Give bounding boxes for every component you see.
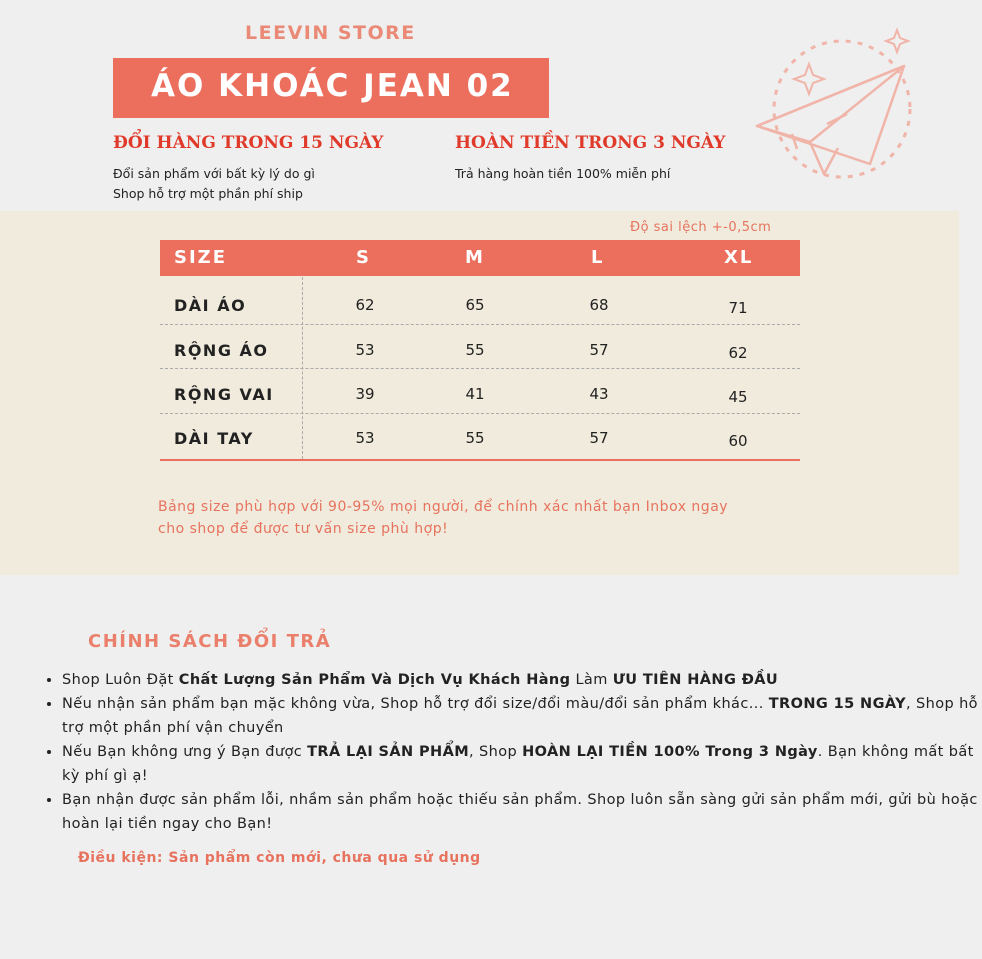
row-divider [160, 324, 800, 325]
table-cell: 62 [355, 296, 375, 314]
row-label: DÀI TAY [174, 429, 254, 448]
product-title-banner [113, 58, 549, 118]
product-title: ÁO KHOÁC JEAN 02 [151, 68, 514, 104]
table-cell: 45 [728, 388, 748, 406]
sparkle-icon [794, 64, 824, 94]
row-divider [160, 413, 800, 414]
refund-heading: HOÀN TIỀN TRONG 3 NGÀY [455, 133, 726, 153]
size-fit-note-line-1: Bảng size phù hợp với 90-95% mọi người, để chính xác nhất bạn Inbox ngay [158, 499, 729, 515]
row-label: RỘNG VAI [174, 385, 274, 404]
table-cell: 57 [589, 429, 609, 447]
policy-item: • Nếu Bạn không ưng ý Bạn được TRẢ LẠI SẢN PHẨM, Shop HOÀN LẠI TIỀN 100% Trong 3 Ngày. Bạn không mất bất kỳ phí gì ạ! [62, 740, 982, 788]
row-label: RỘNG ÁO [174, 341, 269, 360]
table-cell: 65 [465, 296, 485, 314]
table-bottom-rule [160, 459, 800, 461]
policy-item: • Bạn nhận được sản phẩm lỗi, nhầm sản phẩm hoặc thiếu sản phẩm. Shop luôn sẵn sàng gửi sản phẩm mới, gửi bù hoặc hoàn lại tiền ngay cho Bạn! [62, 788, 982, 836]
refund-line-1: Trả hàng hoàn tiền 100% miễn phí [455, 166, 671, 181]
header-size: SIZE [174, 247, 228, 268]
policy-title: CHÍNH SÁCH ĐỔI TRẢ [88, 631, 332, 652]
row-divider [160, 368, 800, 369]
exchange-heading: ĐỔI HÀNG TRONG 15 NGÀY [113, 133, 384, 153]
size-fit-note-line-2: cho shop để được tư vấn size phù hợp! [158, 521, 449, 537]
table-cell: 68 [589, 296, 609, 314]
sparkle-icon [886, 30, 908, 52]
row-label: DÀI ÁO [174, 296, 247, 315]
policy-list [38, 668, 982, 836]
paper-plane-icon [752, 24, 922, 194]
table-cell: 57 [589, 341, 609, 359]
table-cell: 43 [589, 385, 609, 403]
exchange-line-1: Đổi sản phẩm với bất kỳ lý do gì [113, 166, 315, 181]
condition-note: Điều kiện: Sản phẩm còn mới, chưa qua sử dụng [78, 850, 481, 866]
table-cell: 53 [355, 341, 375, 359]
header-xl: XL [724, 247, 754, 268]
table-cell: 39 [355, 385, 375, 403]
exchange-line-2: Shop hỗ trợ một phần phí ship [113, 186, 303, 201]
header-l: L [591, 247, 605, 268]
table-cell: 71 [728, 299, 748, 317]
table-cell: 62 [728, 344, 748, 362]
table-cell: 55 [465, 341, 485, 359]
table-cell: 60 [728, 432, 748, 450]
header-s: S [356, 247, 371, 268]
header-m: M [465, 247, 485, 268]
table-cell: 41 [465, 385, 485, 403]
store-name: LEEVIN STORE [245, 22, 416, 44]
policy-item: • Nếu nhận sản phẩm bạn mặc không vừa, Shop hỗ trợ đổi size/đổi màu/đổi sản phẩm khác... TRONG 15 NGÀY, Shop hỗ trợ một phần phí vận chuyển [62, 692, 982, 740]
size-table-header [160, 240, 800, 276]
policy-item: • Shop Luôn Đặt Chất Lượng Sản Phẩm Và Dịch Vụ Khách Hàng Làm ƯU TIÊN HÀNG ĐẦU [62, 668, 982, 692]
table-cell: 53 [355, 429, 375, 447]
table-cell: 55 [465, 429, 485, 447]
size-fit-note [158, 496, 838, 540]
tolerance-note: Độ sai lệch +-0,5cm [630, 220, 772, 235]
